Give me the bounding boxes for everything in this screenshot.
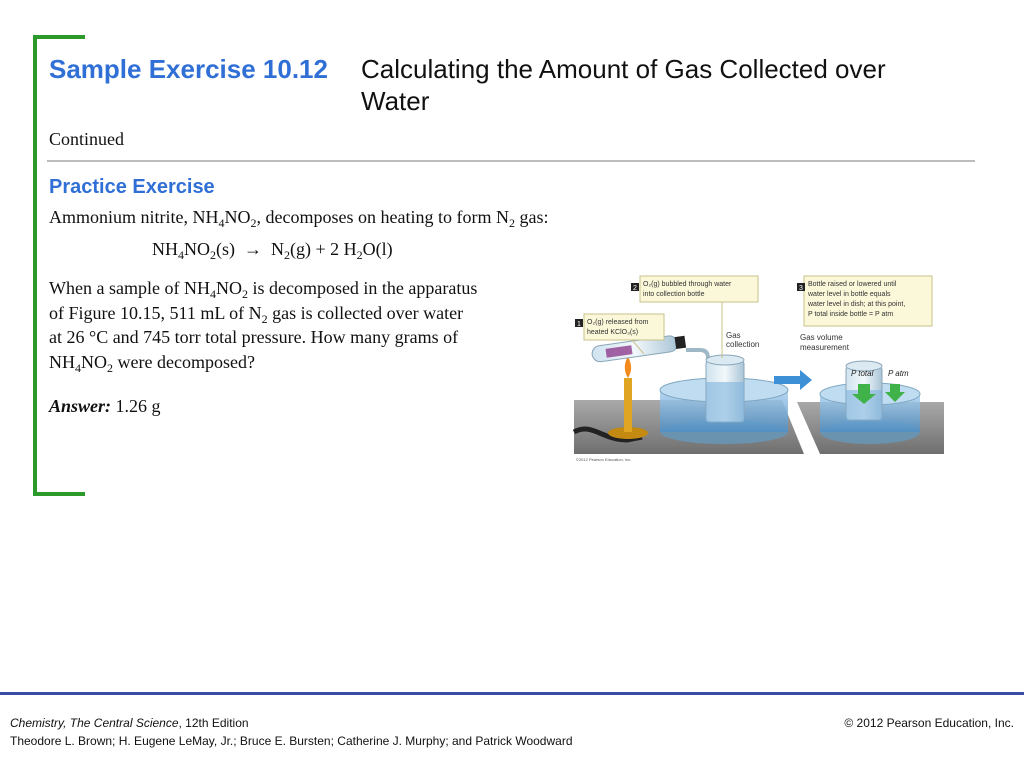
footer-divider — [0, 692, 1024, 695]
burner-tube — [624, 378, 632, 432]
question-line-2: of Figure 10.15, 511 mL of $N_2$ gas is collected over water — [49, 302, 464, 326]
green-bracket-decoration — [33, 35, 85, 496]
intro-sentence: Ammonium nitrite, $NH_4NO_2$, decomposes on heating to form $N_2$ gas: — [49, 207, 549, 230]
callout-1-box — [584, 314, 664, 340]
gas-collection-label-1: Gas — [726, 331, 741, 340]
question-line-1: When a sample of $NH_4NO_2$ is decomposed in the apparatus — [49, 278, 478, 301]
continued-label: Continued — [49, 129, 124, 149]
footer-book-title: Chemistry, The Central Science, 12th Edition — [10, 716, 249, 730]
gas-collection-label-2: collection — [726, 340, 760, 349]
slide-title — [49, 53, 886, 116]
answer-line — [49, 396, 161, 417]
header-divider — [47, 160, 975, 162]
chemical-equation: $NH_4NO_2(s) \to N_2(g) + 2$ $H_2O(l)$ — [152, 239, 393, 262]
burner-flame — [625, 356, 631, 378]
callout-2-box — [640, 276, 758, 302]
title-exercise-number: Sample Exercise 10.12 — [49, 54, 328, 84]
gas-volume-label-2: measurement — [800, 343, 849, 352]
footer-authors: Theodore L. Brown; H. Eugene LeMay, Jr.; Bruce E. Bursten; Catherine J. Murphy; and Patrick Woodward — [10, 734, 573, 748]
practice-exercise-heading: Practice Exercise — [49, 176, 215, 198]
answer-value: 1.26 g — [111, 396, 161, 416]
callout-3-line-2: water level in bottle equals — [808, 291, 891, 298]
question-line-4: $NH_4NO_2$ were decomposed? — [49, 351, 255, 375]
gas-collection-figure — [572, 272, 946, 464]
callout-1-line-1: O₂(g) released from — [587, 319, 649, 326]
figure-copyright: ©2012 Pearson Education, Inc. — [576, 457, 632, 462]
callout-3-line-3: water level in dish; at this point, — [808, 301, 906, 308]
callout-3-number: 3 — [799, 285, 803, 292]
callout-2-line-1: O₂(g) bubbled through water — [643, 281, 732, 288]
callout-3-line-1: Bottle raised or lowered until — [808, 281, 897, 288]
question-line-3: at 26 °C and 745 torr total pressure. How many grams of — [49, 327, 459, 347]
gas-volume-label-1: Gas volume — [800, 333, 843, 342]
callout-2-line-2: into collection bottle — [643, 291, 705, 298]
footer-copyright: © 2012 Pearson Education, Inc. — [844, 716, 1014, 730]
callout-3-line-4: P total inside bottle = P atm — [808, 311, 894, 318]
callout-1-number: 1 — [577, 321, 581, 328]
title-topic: Calculating the Amount of Gas Collected over Water — [361, 54, 886, 116]
answer-label: Answer: — [49, 396, 112, 416]
question-paragraph — [49, 276, 549, 374]
p-atm-label: P atm — [888, 369, 909, 378]
callout-1-line-2: heated KClO₃(s) — [587, 329, 639, 336]
callout-2-number: 2 — [633, 285, 637, 292]
p-total-label: P total — [851, 369, 874, 378]
